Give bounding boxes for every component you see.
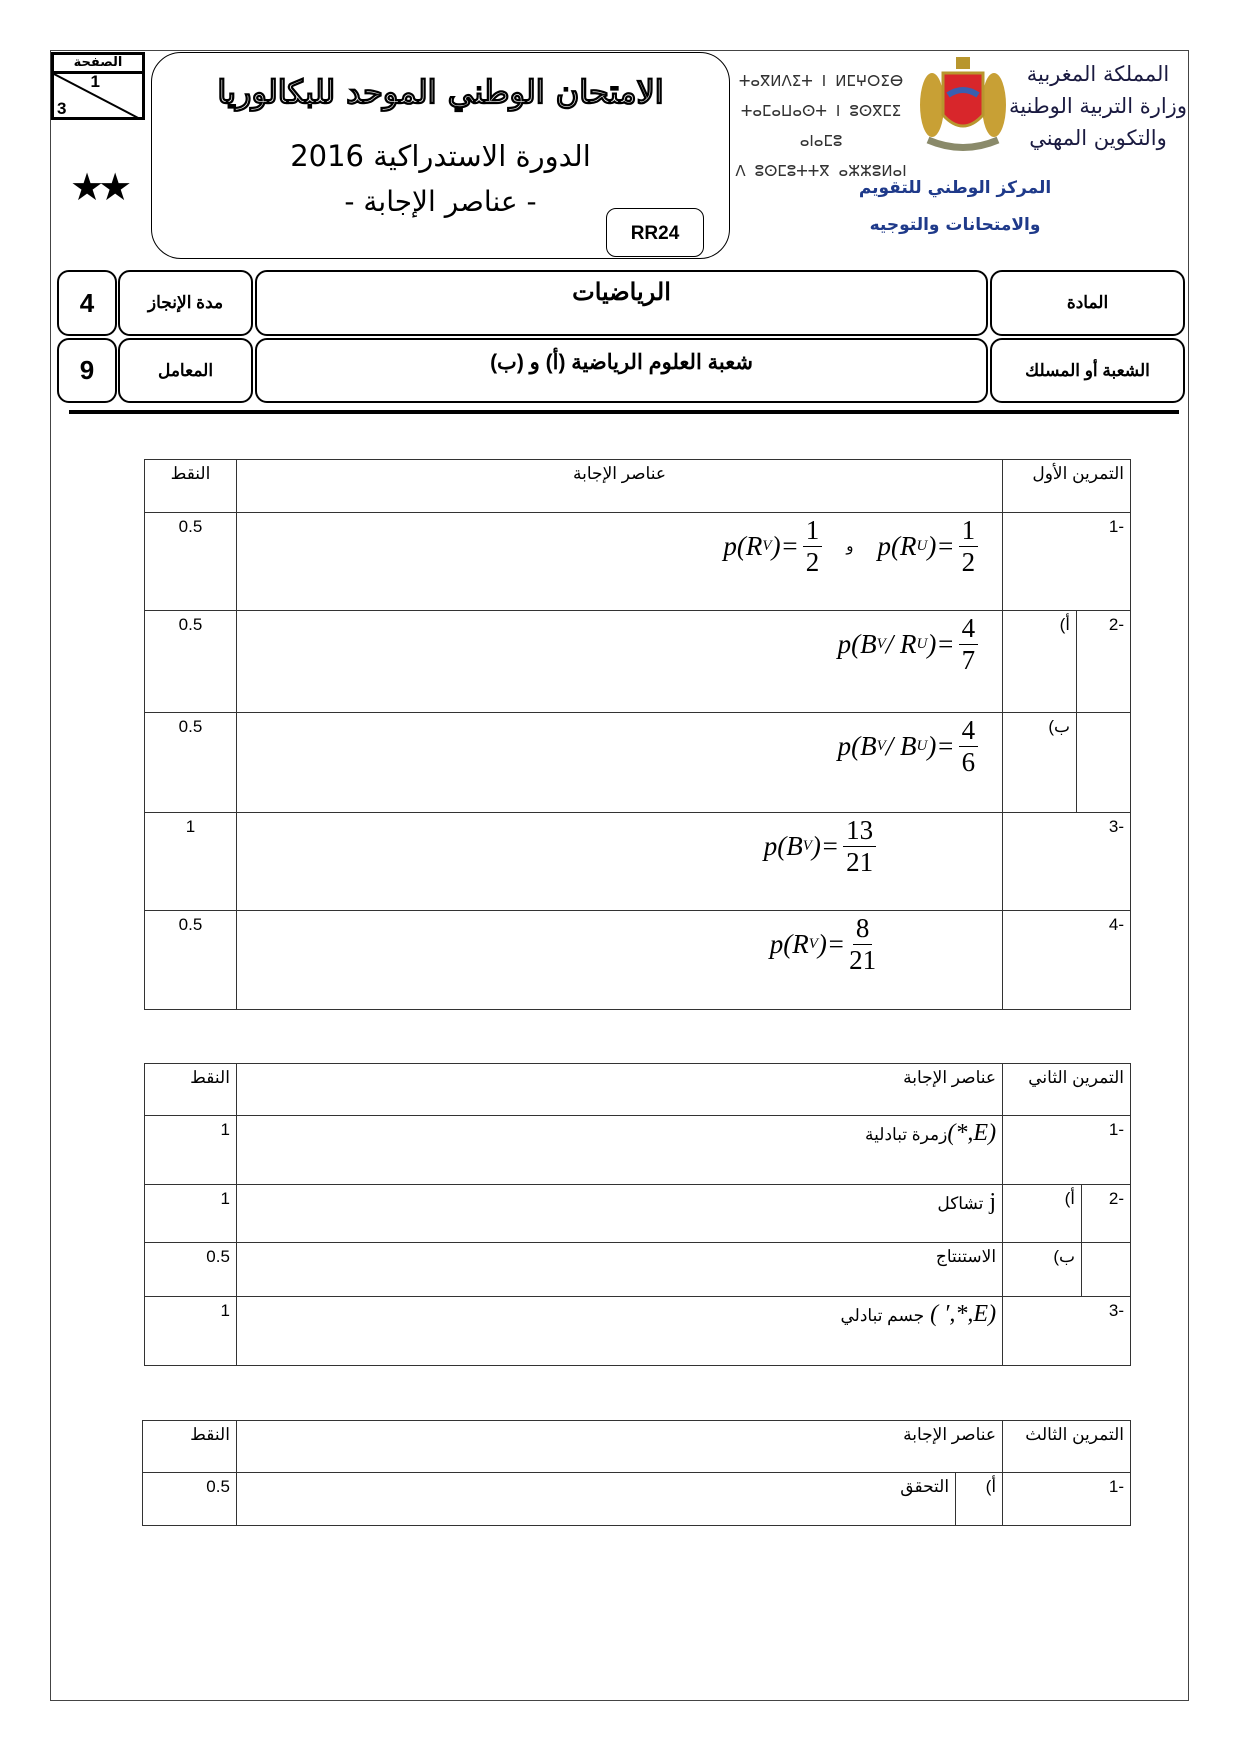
answers-header: عناصر الإجابة xyxy=(236,1064,1002,1116)
coefficient-label: المعامل xyxy=(118,338,253,403)
tifinagh-ministry-name xyxy=(730,66,912,186)
question-number: -4 xyxy=(1003,911,1131,1010)
branch-label: الشعبة أو المسلك xyxy=(990,338,1185,403)
answer-text: زمرة تبادلية xyxy=(865,1125,948,1144)
exercise-1-table xyxy=(144,459,1131,1010)
answer-text: الاستنتاج xyxy=(935,1247,997,1266)
branch-value: شعبة العلوم الرياضية (أ) و (ب) xyxy=(255,338,988,403)
sub-question-label: ب) xyxy=(1003,713,1077,813)
answer-cell: p(B V / R U )= $\frac{4}{7}$ xyxy=(236,611,1002,713)
points-header: النقط xyxy=(143,1421,237,1473)
table-row xyxy=(145,813,1131,911)
question-number: -1 xyxy=(1003,513,1131,611)
ministry-line: وزارة التربية الوطنية xyxy=(1009,94,1187,118)
answer-cell xyxy=(236,1243,1002,1297)
table-row xyxy=(145,1185,1131,1243)
answer-text: جسم تبادلي xyxy=(840,1306,925,1325)
ministry-line: المملكة المغربية xyxy=(1026,62,1170,86)
page-total: 3 xyxy=(57,99,67,118)
answers-header: عناصر الإجابة xyxy=(236,460,1002,513)
difficulty-stars-icon: ★★ xyxy=(70,165,127,209)
points-header: النقط xyxy=(145,1064,237,1116)
duration-label: مدة الإنجاز xyxy=(118,270,253,336)
sub-question-label: أ) xyxy=(1003,1185,1082,1243)
exam-title: الامتحان الوطني الموحد للبكالوريا xyxy=(217,73,664,111)
table-row xyxy=(145,1243,1131,1297)
points-cell: 0.5 xyxy=(145,911,237,1010)
sub-question-label: ب) xyxy=(1003,1243,1082,1297)
evaluation-center-name xyxy=(850,170,1060,244)
points-cell: 1 xyxy=(145,1297,237,1366)
exam-subtitle: - عناصر الإجابة - xyxy=(344,185,537,218)
points-cell: 0.5 xyxy=(145,1243,237,1297)
center-line: المركز الوطني للتقويم xyxy=(858,178,1052,198)
points-cell: 1 xyxy=(145,1185,237,1243)
exercise-3-table xyxy=(142,1420,1131,1526)
coefficient-value: 9 xyxy=(57,338,117,403)
page-label: الصفحة xyxy=(54,55,142,74)
points-cell: 0.5 xyxy=(145,713,237,813)
ministry-name xyxy=(1008,58,1188,154)
subject-value: الرياضيات xyxy=(255,270,988,336)
question-number xyxy=(1082,1243,1131,1297)
table-row xyxy=(143,1473,1131,1526)
duration-value: 4 xyxy=(57,270,117,336)
table-header-row xyxy=(145,460,1131,513)
answer-cell: p(B V / B U )= $\frac{4}{6}$ xyxy=(236,713,1002,813)
answer-cell xyxy=(236,1185,1002,1243)
answer-text: تشاكل xyxy=(937,1194,984,1213)
sub-question-label: أ) xyxy=(1003,611,1077,713)
table-row xyxy=(145,611,1131,713)
answer-text: التحقق xyxy=(236,1473,955,1526)
exam-session: الدورة الاستدراكية 2016 xyxy=(290,139,591,173)
points-cell: 0.5 xyxy=(145,513,237,611)
math-expression: (E,*,′ ) xyxy=(930,1301,997,1327)
question-number: -1 xyxy=(1003,1473,1131,1526)
question-number: -3 xyxy=(1003,813,1131,911)
table-row xyxy=(145,713,1131,813)
coat-of-arms-logo xyxy=(918,55,1008,155)
tifinagh-line: ⴷ ⵓⵙⵎⵓⵜⵜⴳ ⴰⵣⵣⵓⵍⴰⵏ xyxy=(735,162,907,180)
answer-cell xyxy=(236,1297,1002,1366)
exam-code: RR24 xyxy=(606,208,704,257)
table-row xyxy=(145,911,1131,1010)
question-number: -2 xyxy=(1082,1185,1131,1243)
exercise-title: التمرين الأول xyxy=(1003,460,1131,513)
points-cell: 0.5 xyxy=(143,1473,237,1526)
math-expression: j xyxy=(989,1189,997,1215)
ministry-line: والتكوين المهني xyxy=(1029,126,1167,150)
answers-header: عناصر الإجابة xyxy=(236,1421,1002,1473)
exercise-title: التمرين الثاني xyxy=(1003,1064,1131,1116)
header-separator xyxy=(69,410,1179,414)
exercise-title: التمرين الثالث xyxy=(1003,1421,1131,1473)
answer-cell: p(R V )= $\frac{8}{21}$ xyxy=(236,911,1002,1010)
page-number-box xyxy=(51,52,145,120)
question-number: -1 xyxy=(1003,1116,1131,1185)
exercise-2-table xyxy=(144,1063,1131,1366)
answer-cell xyxy=(236,1116,1002,1185)
page-current: 1 xyxy=(90,72,100,91)
points-header: النقط xyxy=(145,460,237,513)
sub-question-label: أ) xyxy=(956,1473,1003,1526)
center-line: والامتحانات والتوجيه xyxy=(869,215,1041,235)
table-row xyxy=(145,1116,1131,1185)
tifinagh-line: ⵜⴰⵎⴰⵡⴰⵙⵜ ⵏ ⵓⵙⴳⵎⵉ ⴰⵏⴰⵎⵓ xyxy=(740,102,902,150)
points-cell: 1 xyxy=(145,813,237,911)
answer-cell: p(B V )= $\frac{13}{21}$ xyxy=(236,813,1002,911)
table-row xyxy=(145,513,1131,611)
tifinagh-line: ⵜⴰⴳⵍⴷⵉⵜ ⵏ ⵍⵎⵖⵔⵉⴱ xyxy=(738,72,904,90)
points-cell: 0.5 xyxy=(145,611,237,713)
question-number: -2 xyxy=(1077,611,1131,713)
table-row xyxy=(145,1297,1131,1366)
subject-label: المادة xyxy=(990,270,1185,336)
table-header-row xyxy=(145,1064,1131,1116)
table-header-row xyxy=(143,1421,1131,1473)
answer-cell: p(R V )= $\frac{1}{2}$ و p(R U )= $\frac{1}{2}$ xyxy=(236,513,1002,611)
math-expression: (E,*) xyxy=(947,1120,997,1146)
points-cell: 1 xyxy=(145,1116,237,1185)
question-number: -3 xyxy=(1003,1297,1131,1366)
question-number xyxy=(1077,713,1131,813)
